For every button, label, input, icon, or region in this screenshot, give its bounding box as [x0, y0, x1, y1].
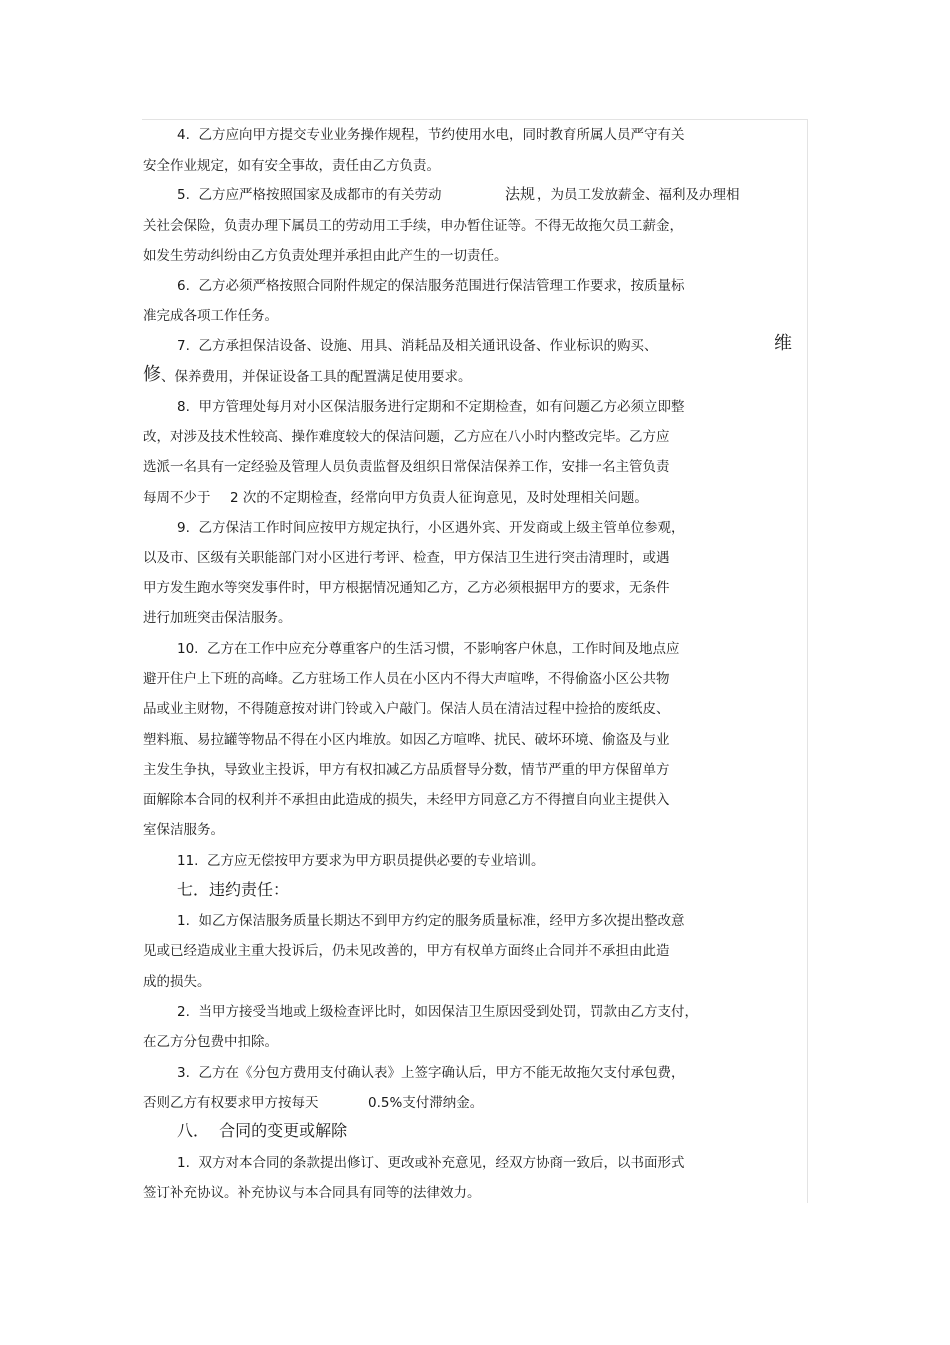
clause-11-line-1: 11. 乙方应无偿按甲方要求为甲方职员提供必要的专业培训。: [177, 853, 545, 869]
clause-7-char-wei: 维: [774, 333, 792, 354]
clause-7-line-2: 、保养费用，并保证设备工具的配置满足使用要求。: [161, 369, 472, 385]
clause-5-line-2: 关社会保险，负责办理下属员工的劳动用工手续，申办暂住证等。不得无故拖欠员工薪金，: [143, 218, 683, 234]
clause-4-line-1: 4. 乙方应向甲方提交专业业务操作规程，节约使用水电，同时教育所属人员严守有关: [177, 127, 685, 143]
clause-10-line-1: 10. 乙方在工作中应充分尊重客户的生活习惯，不影响客户休息，工作时间及地点应: [177, 641, 680, 657]
clause-9-line-3: 甲方发生跑水等突发事件时，甲方根据情况通知乙方，乙方必须根据甲方的要求，无条件: [143, 580, 670, 596]
clause-5-line-1b: ，为员工发放薪金、福利及办理相: [537, 187, 740, 203]
clause-8-line-1: 8. 甲方管理处每月对小区保洁服务进行定期和不定期检查，如有问题乙方必须立即整: [177, 399, 685, 415]
clause-5-line-3: 如发生劳动纠纷由乙方负责处理并承担由此产生的一切责任。: [143, 248, 508, 264]
section-7-clause-3-line-2a: 否则乙方有权要求甲方按每天: [143, 1095, 319, 1111]
clause-7-line-1: 7. 乙方承担保洁设备、设施、用具、消耗品及相关通讯设备、作业标识的购买、: [177, 338, 658, 354]
document-body: [143, 0, 803, 1345]
clause-10-line-3: 品或业主财物，不得随意按对讲门铃或入户敲门。保洁人员在清洁过程中捡拾的废纸皮、: [143, 701, 670, 717]
clause-9-line-2: 以及市、区级有关职能部门对小区进行考评、检查，甲方保洁卫生进行突击清理时，或遇: [143, 550, 670, 566]
section-7-clause-1-line-3: 成的损失。: [143, 974, 211, 990]
clause-8-line-4a: 每周不少于: [143, 490, 211, 506]
clause-10-line-4: 塑料瓶、易拉罐等物品不得在小区内堆放。如因乙方喧哗、扰民、破坏环境、偷盗及与业: [143, 732, 670, 748]
section-7-clause-1-line-2: 见或已经造成业主重大投诉后，仍未见改善的，甲方有权单方面终止合同并不承担由此造: [143, 943, 670, 959]
clause-10-line-2: 避开住户上下班的高峰。乙方驻场工作人员在小区内不得大声喧哗，不得偷盗小区公共物: [143, 671, 670, 687]
clause-6-line-1: 6. 乙方必须严格按照合同附件规定的保洁服务范围进行保洁管理工作要求，按质量标: [177, 278, 685, 294]
clause-6-line-2: 准完成各项工作任务。: [143, 308, 278, 324]
clause-9-line-1: 9. 乙方保洁工作时间应按甲方规定执行，小区遇外宾、开发商或上级主管单位参观，: [177, 520, 685, 536]
section-7-clause-2-line-1: 2. 当甲方接受当地或上级检查评比时，如因保洁卫生原因受到处罚，罚款由乙方支付，: [177, 1004, 698, 1020]
clause-10-line-6: 面解除本合同的权利并不承担由此造成的损失，未经甲方同意乙方不得擅自向业主提供入: [143, 792, 670, 808]
clause-10-line-5: 主发生争执，导致业主投诉，甲方有权扣减乙方品质督导分数，情节严重的甲方保留单方: [143, 762, 670, 778]
clause-8-line-2: 改，对涉及技术性较高、操作难度较大的保洁问题，乙方应在八小时内整改完毕。乙方应: [143, 429, 670, 445]
section-7-clause-3-line-2b: 0.5%支付滞纳金。: [368, 1095, 484, 1111]
section-8-clause-1-line-1: 1. 双方对本合同的条款提出修订、更改或补充意见，经双方协商一致后，以书面形式: [177, 1155, 685, 1171]
section-7-heading: 七．违约责任：: [177, 880, 290, 899]
clause-5-word-fagui: 法规: [505, 185, 536, 203]
clause-4-line-2: 安全作业规定，如有安全事故，责任由乙方负责。: [143, 158, 440, 174]
section-8-clause-1-line-2: 签订补充协议。补充协议与本合同具有同等的法律效力。: [143, 1185, 481, 1201]
section-7-clause-2-line-2: 在乙方分包费中扣除。: [143, 1034, 278, 1050]
section-7-clause-3-line-1: 3. 乙方在《分包方费用支付确认表》上签字确认后，甲方不能无故拖欠支付承包费，: [177, 1065, 685, 1081]
section-7-clause-1-line-1: 1. 如乙方保洁服务质量长期达不到甲方约定的服务质量标准，经甲方多次提出整改意: [177, 913, 685, 929]
clause-10-line-7: 室保洁服务。: [143, 822, 224, 838]
section-8-heading: 八． 合同的变更或解除: [177, 1121, 348, 1140]
clause-7-char-xiu: 修: [143, 364, 161, 385]
clause-9-line-4: 进行加班突击保洁服务。: [143, 610, 292, 626]
clause-8-line-4b: 2 次的不定期检查，经常向甲方负责人征询意见，及时处理相关问题。: [230, 490, 648, 506]
clause-8-line-3: 选派一名具有一定经验及管理人员负责监督及组织日常保洁保养工作，安排一名主管负责: [143, 459, 670, 475]
clause-5-line-1a: 5. 乙方应严格按照国家及成都市的有关劳动: [177, 187, 442, 203]
